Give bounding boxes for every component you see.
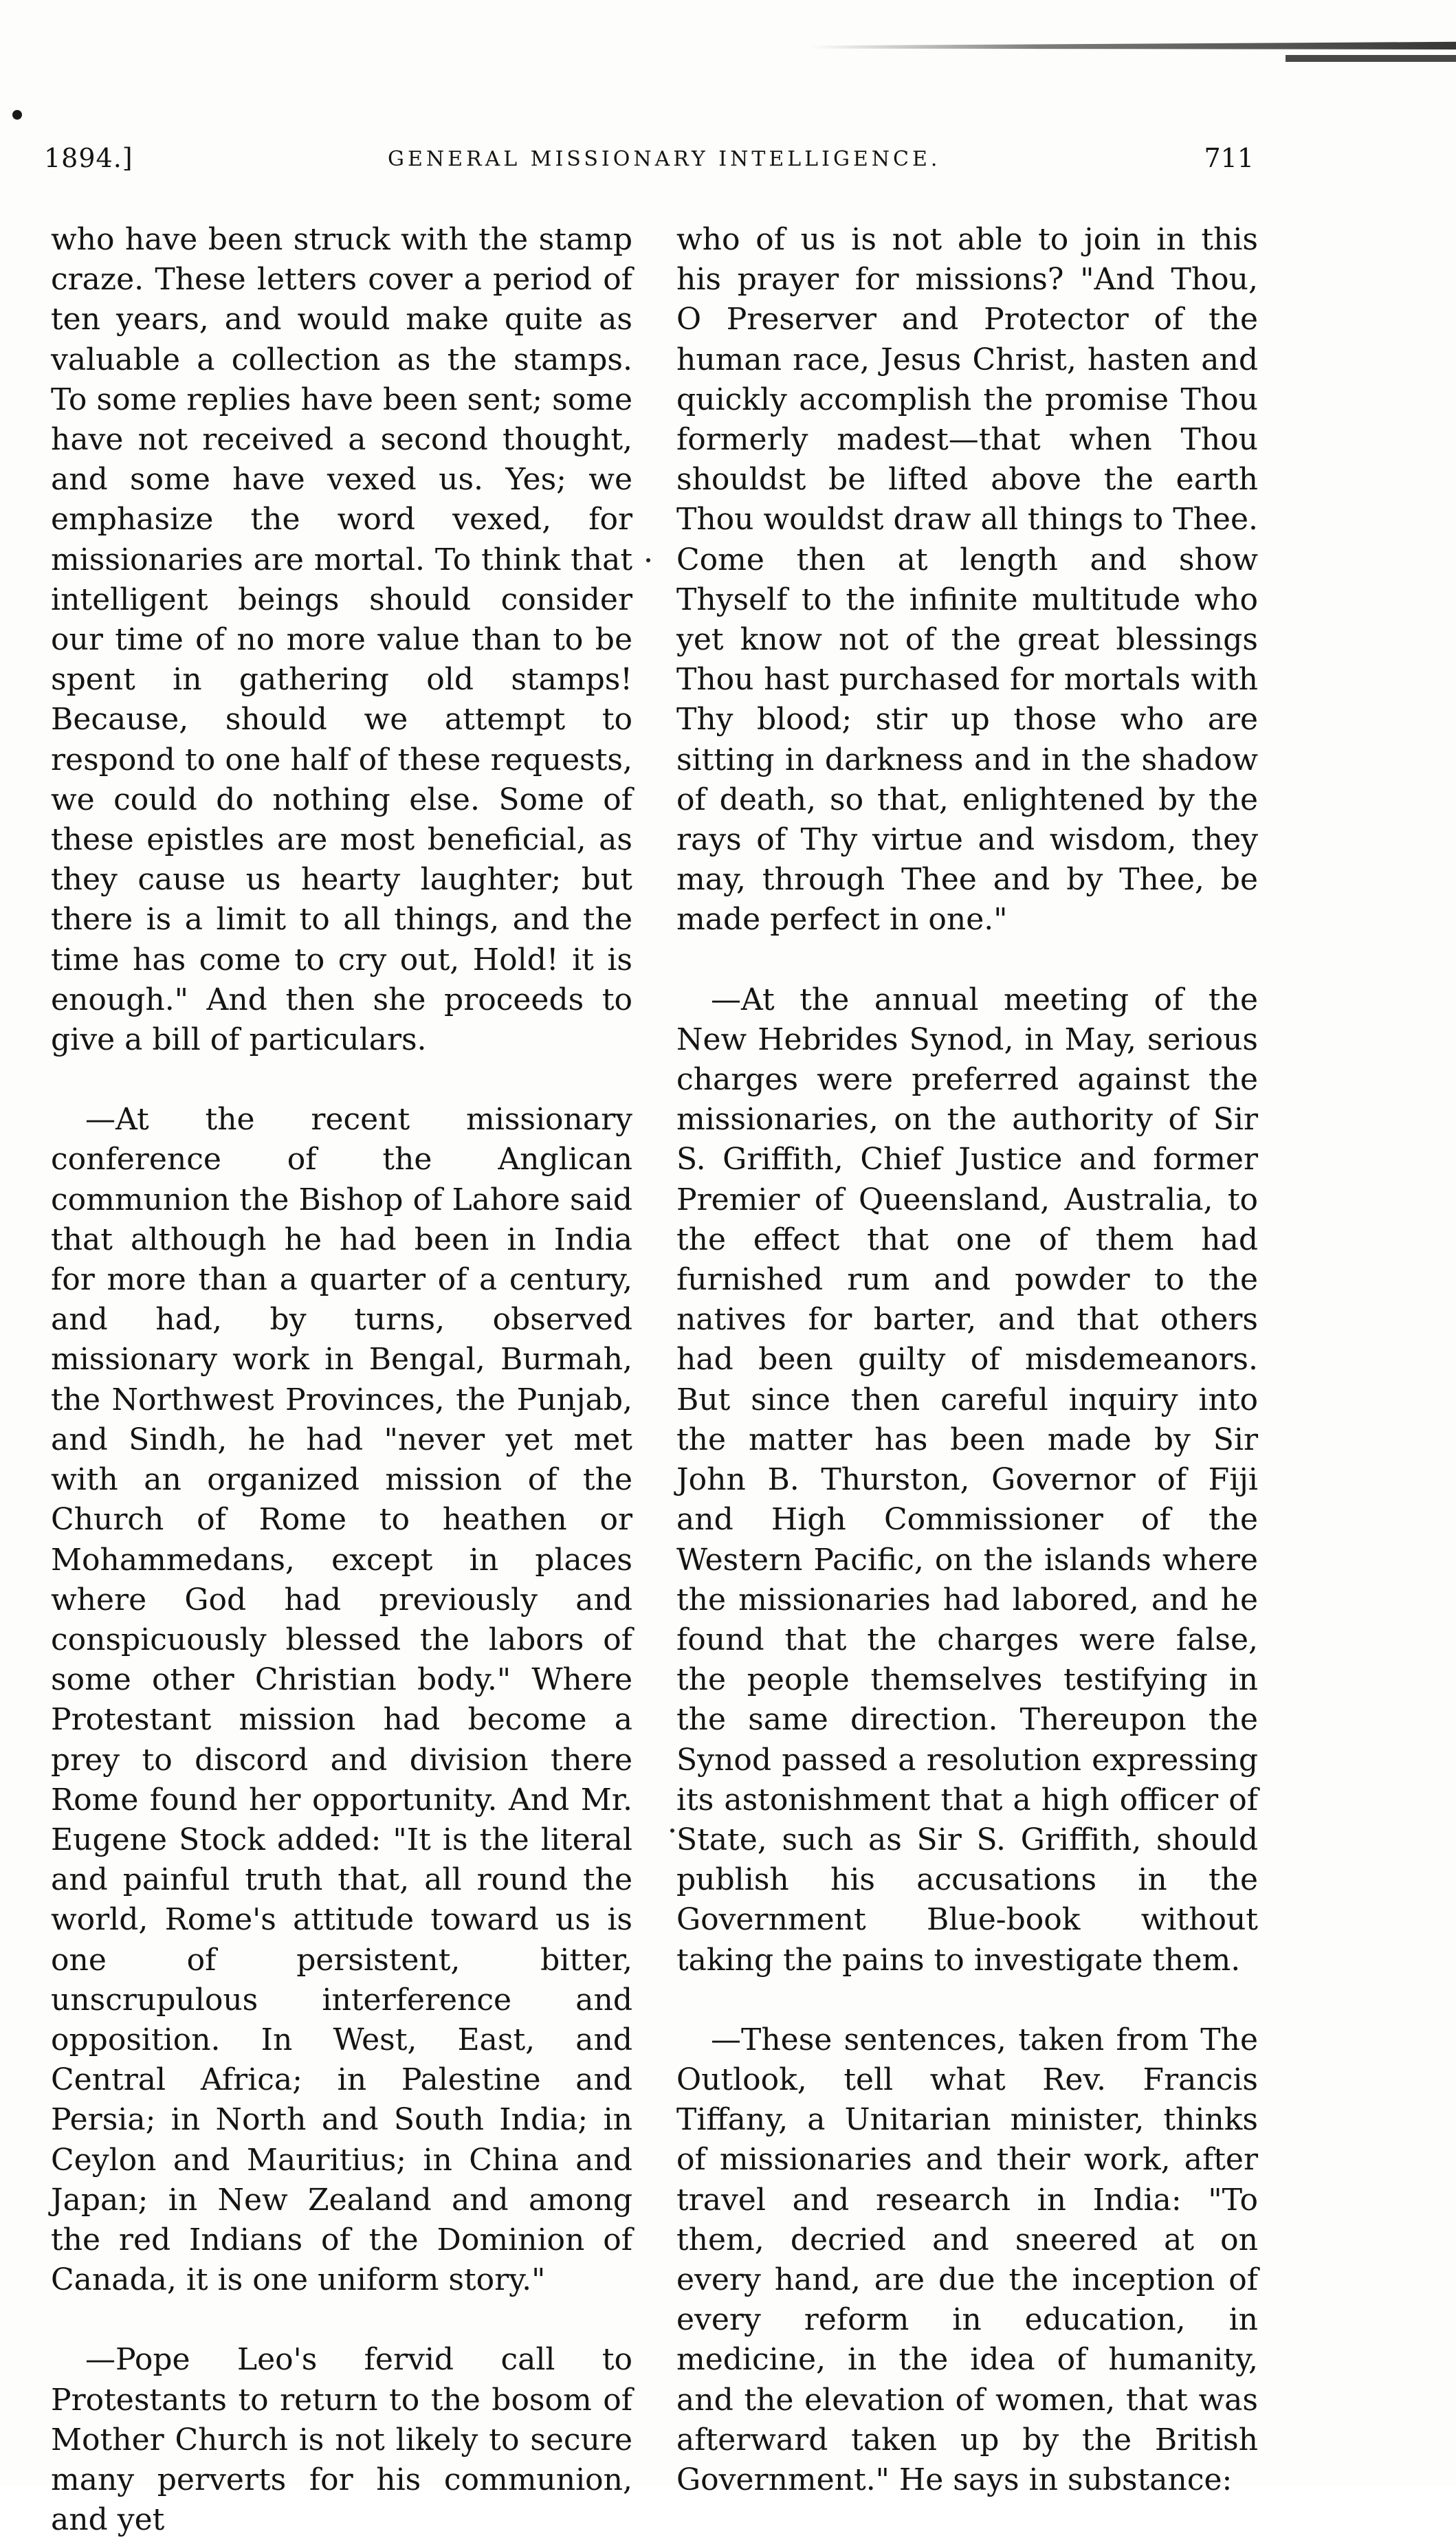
- header-year: 1894.]: [44, 143, 133, 173]
- ink-smudge-top: [811, 40, 1456, 49]
- paragraph: who of us is not able to join in this his prayer for missions? "And Thou, O Preserver and Protector of the human race, Jesus Christ, hasten and quickly accomplish the promise Thou formerly madest—that when Thou shouldst be lifted above the earth Thou wouldst draw all things to Thee. Come then at length and show Thyself to the infinite multitude who yet know not of the great blessings Thou hast purchased for mortals with Thy blood; stir up those who are sitting in darkness and in the shadow of death, so that, enlightened by the rays of Thy virtue and wisdom, they may, through Thee and by Thee, be made perfect in one.": [676, 222, 1258, 938]
- running-header: [44, 143, 1254, 181]
- ink-bar-top-right: [1286, 55, 1456, 62]
- stray-ink-dot: [646, 558, 650, 562]
- paragraph: —These sentences, taken from The Outlook, tell what Rev. Francis Tiffany, a Unitarian minister, thinks of missionaries and their work, after travel and research in India: "To them, decried and sneered at on every hand, are due the inception of every reform in education, in medicine, in the idea of humanity, and the elevation of women, that was afterward taken up by the British Government." He says in substance:: [676, 2022, 1258, 2497]
- stray-ink-dot: [670, 1829, 674, 1833]
- paragraph: —At the recent missionary conference of the Anglican communion the Bishop of Lahore said that although he had been in India for more than a quarter of a century, and had, by turns, observed missionary work in Bengal, Burmah, the Northwest Provinces, the Punjab, and Sindh, he had "never yet met with an organized mission of the Church of Rome to heathen or Mohammedans, except in places where God had previously and conspicuously blessed the labors of some other Christian body." Where Protestant mission had become a prey to discord and division there Rome found her opportunity. And Mr. Eugene Stock added: "It is the literal and painful truth that, all round the world, Rome's attitude toward us is one of persistent, bitter, unscrupulous interference and opposition. In West, East, and Central Africa; in Palestine and Persia; in North and South India; in Ceylon and Mauritius; in China and Japan; in New Zealand and among the red Indians of the Dominion of Canada, it is one uniform story.": [51, 1102, 632, 2298]
- paragraph: who have been struck with the stamp craze. These letters cover a period of ten years, and would make quite as valuable a collection as the stamps. To some replies have been sent; some have not received a second thought, and some have vexed us. Yes; we emphasize the word vexed, for missionaries are mortal. To think that intelligent beings should consider our time of no more value than to be spent in gathering old stamps! Because, should we attempt to respond to one half of these requests, we could do nothing else. Some of these epistles are most beneficial, as they cause us hearty laughter; but there is a limit to all things, and the time has come to cry out, Hold! it is enough." And then she proceeds to give a bill of particulars.: [51, 222, 632, 1058]
- left-column: [51, 220, 632, 2540]
- binding-hole-mark: [12, 110, 22, 120]
- page-number: 711: [1204, 143, 1254, 173]
- header-title: GENERAL MISSIONARY INTELLIGENCE.: [388, 147, 941, 171]
- right-column: [676, 220, 1258, 2500]
- paragraph: —Pope Leo's fervid call to Protestants to return to the bosom of Mother Church is not likely to secure many perverts for his communion, and yet: [51, 2342, 632, 2538]
- paragraph: —At the annual meeting of the New Hebrides Synod, in May, serious charges were preferred against the missionaries, on the authority of Sir S. Griffith, Chief Justice and former Premier of Queensland, Australia, to the effect that one of them had furnished rum and powder to the natives for barter, and that others had been guilty of misdemeanors. But since then careful inquiry into the matter has been made by Sir John B. Thurston, Governor of Fiji and High Commissioner of the Western Pacific, on the islands where the missionaries had labored, and he found that the charges were false, the people themselves testifying in the same direction. Thereupon the Synod passed a resolution expressing its astonishment that a high officer of State, such as Sir S. Griffith, should publish his accusations in the Government Blue-book without taking the pains to investigate them.: [676, 982, 1258, 1978]
